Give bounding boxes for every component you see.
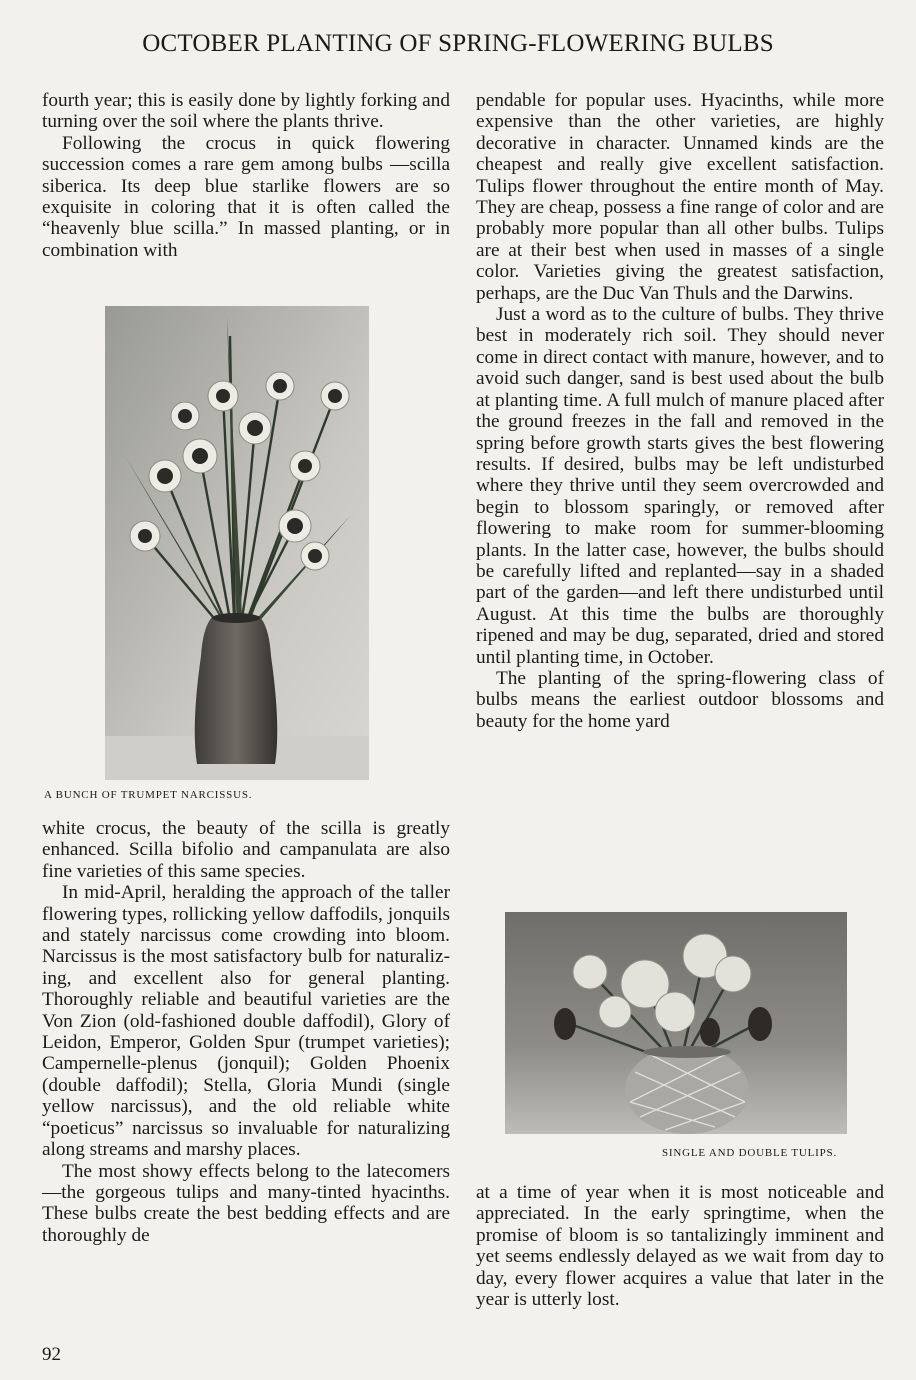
tulips-photo [505,912,847,1134]
paragraph: The planting of the spring-flowering class of bulbs means the earliest outdoor blossoms and beauty for the home yard [476,667,884,732]
page-number: 92 [42,1344,61,1365]
paragraph: Following the crocus in quick flowering succession comes a rare gem among bulbs —scilla siberica. Its deep blue starlike flowers are so exquisite in coloring that it is often called the “heavenly blue scilla.” In massed planting, or in combination with [42,132,450,261]
page-title: OCTOBER PLANTING OF SPRING-FLOWERING BULBS [142,30,774,57]
paragraph: white crocus, the beauty of the scilla is greatly enhanced. Scilla bifolio and campanulata are also fine varieties of this same species. [42,818,450,882]
figure-caption: A BUNCH OF TRUMPET NARCISSUS. [44,789,253,801]
paragraph: Just a word as to the culture of bulbs. They thrive best in moderately rich soil. They should never come in direct contact with manure, however, and to avoid such danger, sand is best used about the bulb at planting time. A full mulch of manure placed after the ground freezes in the fall and removed in the spring before growth starts gives the best flowering results. If desired, bulbs may be left undisturbed where they thrive until they seem overcrowded and begin to blossom sparingly, or removed after flowering to make room for summer-blooming plants. In the latter case, however, the bulbs should be carefully lifted and replanted—say in a shaded part of the garden—and left there undisturbed until August. At this time the bulbs are thoroughly ripened and may be dug, separated, dried and stored until planting time, in October. [476,304,884,668]
right-column-top [476,90,884,732]
left-column-top [42,90,450,261]
right-column-bottom [476,1182,884,1310]
paragraph: In mid-April, heralding the approach of the taller flowering types, rollicking yellow daffodils, jonquils and stately narcissus come crowding into bloom. Narcissus is the most satisfactory bulb for naturalizing, and excellent also for general planting. Thoroughly reliable and beautiful varieties are the Von Zion (old-fashioned double daffodil), Glory of Leidon, Emperor, Golden Spur (trumpet varieties); Campernelle-plenus (jonquil); Golden Phoenix (double daffodil); Stella, Gloria Mundi (single yellow narcissus), and the old reliable white “poeticus” narcissus so invaluable for naturalizing along streams and marshy places. [42,882,450,1161]
paragraph: fourth year; this is easily done by lightly forking and turning over the soil where the plants thrive. [42,90,450,133]
narcissus-photo [105,306,369,780]
left-column-bottom [42,818,450,1246]
paragraph: at a time of year when it is most noticeable and appreciated. In the early springtime, when the promise of bloom is so tantalizingly imminent and yet seems endlessly delayed as we wait from day to day, every flower acquires a value that later in the year is utterly lost. [476,1182,884,1311]
paragraph: The most showy effects belong to the latecomers—the gorgeous tulips and many-tinted hyacinths. These bulbs create the best bedding effects and are thoroughly de [42,1160,450,1246]
figure-caption: SINGLE AND DOUBLE TULIPS. [662,1147,838,1159]
paragraph: pendable for popular uses. Hyacinths, while more expensive than the other varieties, are highly decorative in character. Unnamed kinds are the cheapest and really give excellent satisfaction. Tulips flower throughout the entire month of May. They are cheap, possess a fine range of color and are probably more popular than all other bulbs. Tulips are at their best when used in masses of a single color. Varieties giving the greatest satisfaction, perhaps, are the Duc Van Thuls and the Darwins. [476,90,884,304]
